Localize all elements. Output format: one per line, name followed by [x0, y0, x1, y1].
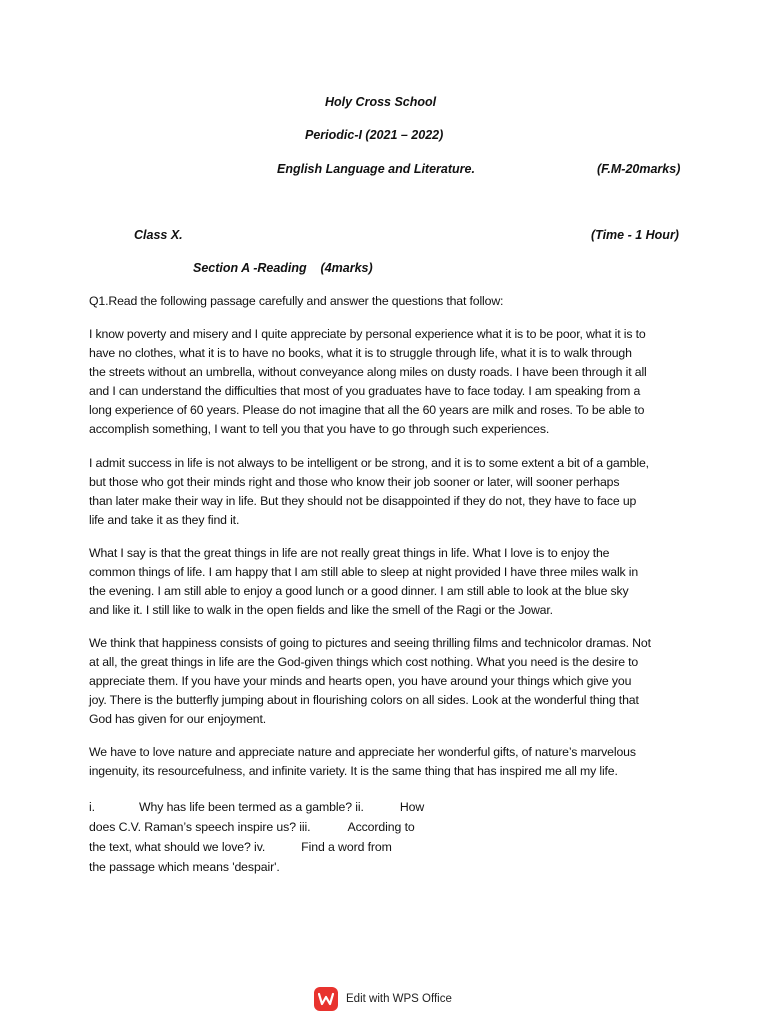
question-text: According to: [347, 820, 415, 834]
passage-paragraph-1: [89, 325, 695, 439]
passage-line: I admit success in life is not always to be intelligent or be strong, and it is to some extent a bit of a gamble,: [89, 456, 649, 470]
wps-w-glyph: [318, 992, 334, 1006]
passage-paragraph-3: [89, 544, 695, 620]
wps-logo-icon: [314, 987, 338, 1011]
passage-line: We have to love nature and appreciate nature and appreciate her wonderful gifts, of nature’s marvelous: [89, 745, 636, 759]
question-list: [89, 797, 424, 877]
passage-line: What I say is that the great things in life are not really great things in life. What I love is to enjoy the: [89, 546, 610, 560]
passage-line: and I can understand the difficulties that most of you graduates have to face today. I am speaking from a: [89, 384, 641, 398]
subject-title: English Language and Literature.: [277, 162, 475, 176]
passage-line: common things of life. I am happy that I am still able to sleep at night provided I have three miles walk in: [89, 565, 639, 579]
passage-line: accomplish something, I want to tell you that you have to go through such experiences.: [89, 422, 550, 436]
passage-line: at all, the great things in life are the God-given things which cost nothing. What you need is the desire to: [89, 655, 639, 669]
passage-paragraph-5: [89, 743, 695, 781]
passage-line: God has given for our enjoyment.: [89, 712, 267, 726]
question-line: [89, 837, 424, 857]
passage-paragraph-4: [89, 634, 695, 729]
passage-line: have no clothes, what it is to have no books, what it is to struggle through life, what it is to walk through: [89, 346, 632, 360]
passage-paragraph-2: [89, 454, 695, 530]
passage-line: but those who got their minds right and those who know their job sooner or later, will sooner perhaps: [89, 475, 620, 489]
wps-label: Edit with WPS Office: [346, 993, 452, 1005]
class-label: Class X.: [134, 228, 183, 242]
passage-line: and like it. I still like to walk in the open fields and like the smell of the Ragi or the Jowar.: [89, 603, 553, 617]
passage-line: the streets without an umbrella, without conveyance along miles on dusty roads. I have been through it all: [89, 365, 647, 379]
question-intro: Q1.Read the following passage carefully and answer the questions that follow:: [89, 294, 504, 308]
question-line: [89, 857, 424, 877]
passage-line: life and take it as they find it.: [89, 513, 240, 527]
question-text: the passage which means 'despair'.: [89, 860, 280, 874]
passage-line: than later make their way in life. But they should not be disappointed if they do not, they have to face up: [89, 494, 637, 508]
passage-line: the evening. I am still able to enjoy a good lunch or a good dinner. I am still able to look at the blue sky: [89, 584, 629, 598]
question-line: [89, 817, 424, 837]
question-text: does C.V. Raman’s speech inspire us? iii.: [89, 820, 311, 834]
time-label: (Time - 1 Hour): [591, 228, 679, 242]
exam-title: Periodic-I (2021 – 2022): [305, 128, 444, 142]
question-text: Find a word from: [301, 840, 392, 854]
full-marks: (F.M-20marks): [597, 162, 681, 176]
section-heading: Section A -Reading (4marks): [193, 261, 373, 275]
question-line: [89, 797, 424, 817]
passage-line: ingenuity, its resourcefulness, and infinite variety. It is the same thing that has inspired me all my life.: [89, 764, 618, 778]
edit-with-wps-link[interactable]: [314, 987, 452, 1011]
passage-line: long experience of 60 years. Please do not imagine that all the 60 years are milk and roses. To be able to: [89, 403, 645, 417]
passage-line: joy. There is the butterfly jumping about in flourishing colors on all sides. Look at the wonderful thing that: [89, 693, 639, 707]
passage-line: appreciate them. If you have your minds and hearts open, you have around your things which give you: [89, 674, 632, 688]
question-text: the text, what should we love? iv.: [89, 840, 266, 854]
question-number: i.: [89, 800, 95, 814]
question-text: Why has life been termed as a gamble? ii.: [138, 800, 364, 814]
school-name: Holy Cross School: [325, 95, 437, 109]
passage-line: I know poverty and misery and I quite appreciate by personal experience what it is to be poor, what it is to: [89, 327, 646, 341]
passage-line: We think that happiness consists of going to pictures and seeing thrilling films and technicolor dramas. Not: [89, 636, 651, 650]
question-text: How: [399, 800, 425, 814]
